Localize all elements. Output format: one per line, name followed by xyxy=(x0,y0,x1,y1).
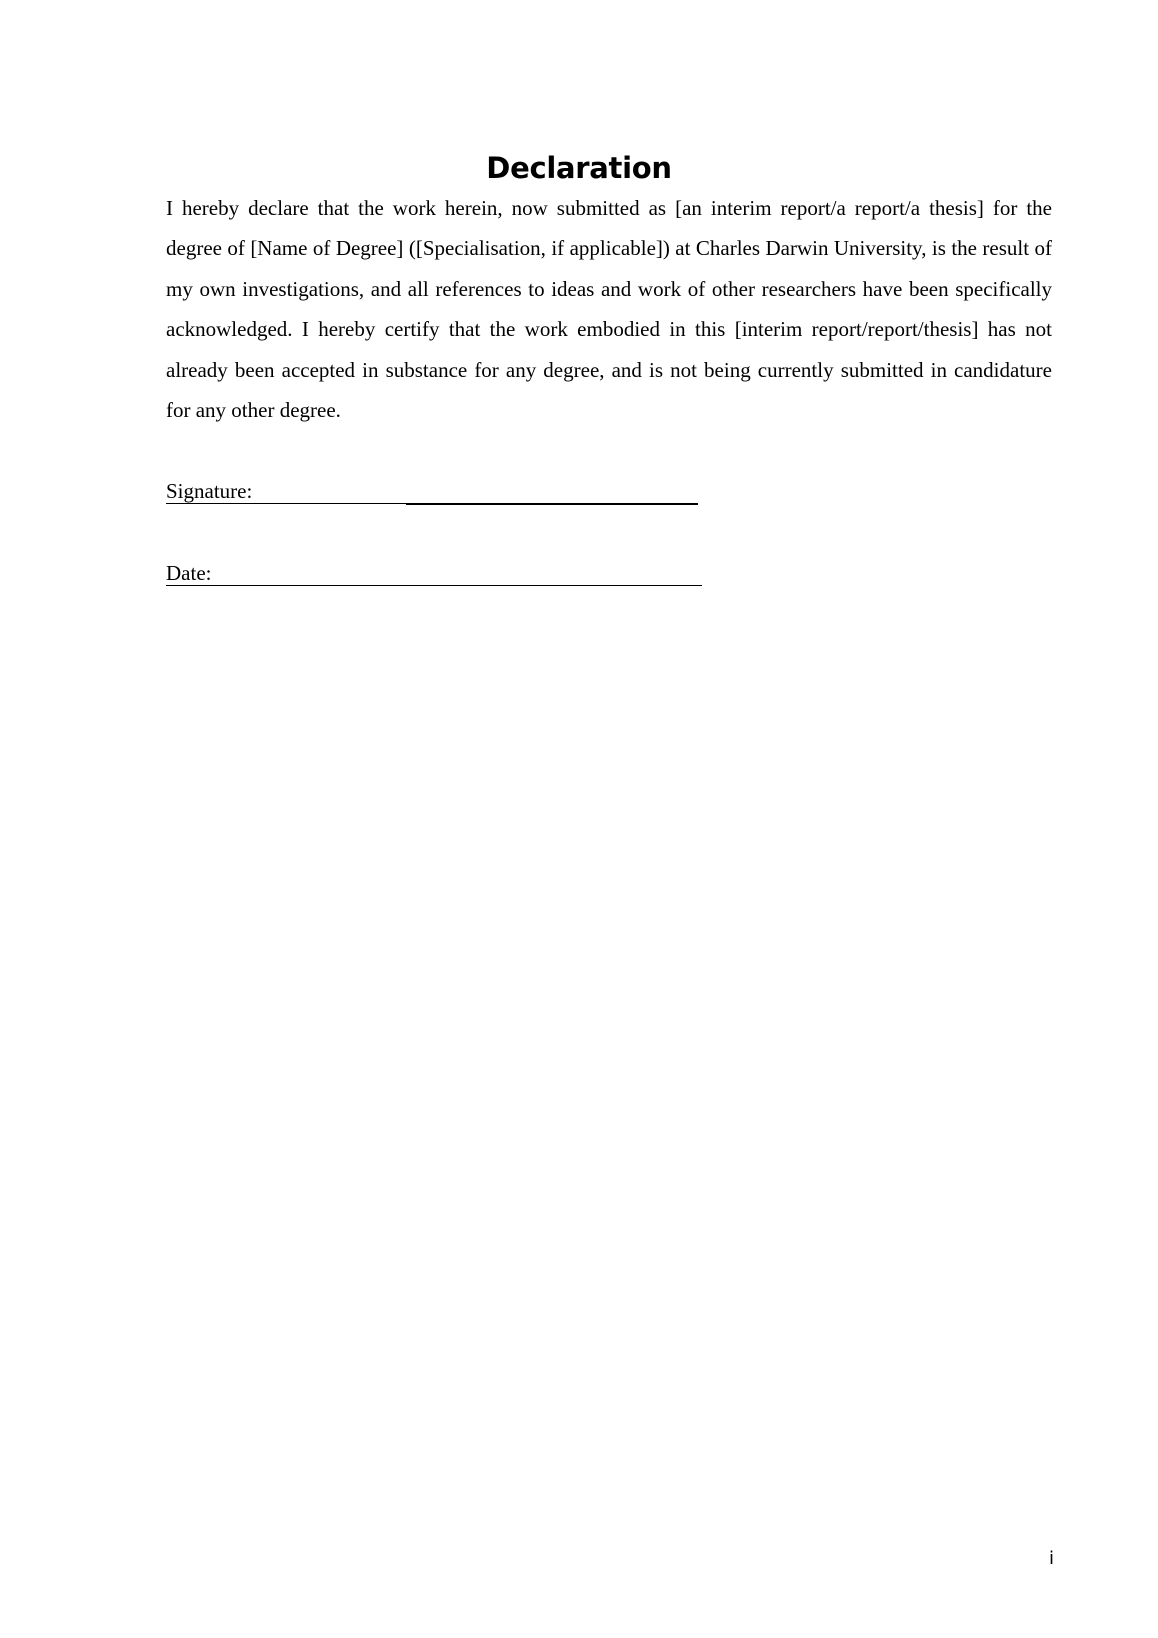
page-number: i xyxy=(1048,1548,1054,1569)
date-line xyxy=(166,585,702,586)
declaration-paragraph: I hereby declare that the work herein, now submitted as [an interim report/a report/a thesis] for the degree of [Name of Degree] ([Specialisation, if applicable]) at Charles Darwin University, is the result of my own investigations, and all references to ideas and work of other researchers have been specifically acknowledged. I hereby certify that the work embodied in this [interim report/report/thesis] has not already been accepted in substance for any degree, and is not being currently submitted in candidature for any other degree. xyxy=(166,196,1052,423)
date-field xyxy=(166,560,702,586)
signature-label: Signature: xyxy=(166,479,253,503)
date-label: Date: xyxy=(166,561,212,585)
signature-field xyxy=(166,478,698,504)
signature-line-bold xyxy=(406,503,698,505)
page-title: Declaration xyxy=(486,151,672,185)
